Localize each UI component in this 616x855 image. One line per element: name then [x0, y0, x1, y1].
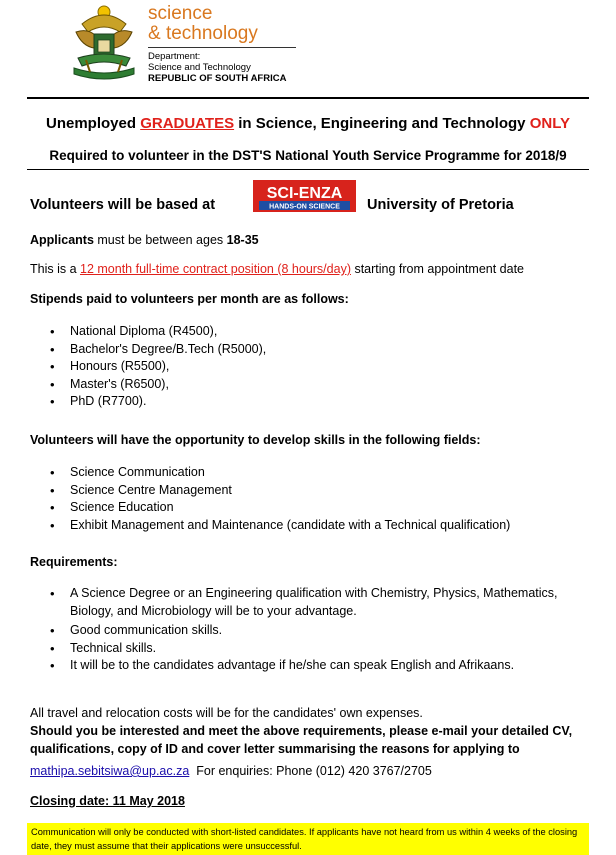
department-title-line1: science — [148, 3, 213, 24]
contract-highlight: 12 month full-time contract position (8 hours/day) — [80, 262, 351, 276]
skills-heading: Volunteers will have the opportunity to develop skills in the following fields: — [30, 433, 481, 447]
stipend-item: • Honours (R5500), — [48, 358, 266, 376]
department-divider — [148, 47, 296, 48]
closing-date: Closing date: 11 May 2018 — [30, 794, 185, 808]
based-at-label: Volunteers will be based at — [30, 197, 216, 213]
stipend-item: • Master's (R6500), — [48, 376, 266, 394]
requirements-list — [48, 585, 570, 675]
headline1-only: ONLY — [529, 115, 570, 132]
stipends-heading: Stipends paid to volunteers per month are as follows: — [30, 292, 349, 306]
email-link[interactable]: mathipa.sebitsiwa@up.ac.za — [30, 764, 190, 778]
shortlist-notice: Communication will only be conducted with short-listed candidates. If applicants have not heard from us within 4 weeks of the closing date, they must assume that their applications were unsuccessful. — [27, 823, 589, 855]
department-label: Department: — [148, 51, 201, 62]
header-divider — [27, 97, 589, 99]
coat-of-arms-icon — [68, 2, 140, 86]
logo-text: SCI-ENZA — [266, 185, 343, 202]
contact-line — [30, 762, 590, 780]
requirements-heading: Requirements: — [30, 555, 118, 569]
stipends-list — [48, 323, 266, 411]
headline-divider — [27, 169, 589, 170]
department-name: Science and Technology — [148, 62, 251, 73]
stipend-item: • Bachelor's Degree/B.Tech (R5000), — [48, 341, 266, 359]
department-header — [68, 2, 328, 88]
headline1-graduates: GRADUATES — [140, 115, 235, 132]
stipend-item: • National Diploma (R4500), — [48, 323, 266, 341]
department-name-block — [148, 4, 296, 84]
skill-item: • Science Centre Management — [48, 482, 510, 500]
logo-subtext: HANDS-ON SCIENCE — [269, 203, 340, 211]
university-name: University of Pretoria — [367, 197, 514, 213]
applicants-age-line — [30, 233, 259, 247]
headline1-part2: in Science, Engineering and Technology — [234, 115, 530, 132]
headline-programme: Required to volunteer in the DST'S National Youth Service Programme for 2018/9 — [49, 148, 567, 163]
enquiries-text: For enquiries: Phone (012) 420 3767/2705 — [196, 764, 432, 778]
country-name: REPUBLIC OF SOUTH AFRICA — [148, 73, 287, 84]
contract-pre: This is a — [30, 262, 81, 276]
department-title-line2: & technology — [148, 23, 258, 44]
skill-item: • Science Education — [48, 499, 510, 517]
sci-enza-logo — [253, 180, 356, 212]
requirement-item: • A Science Degree or an Engineering qualification with Chemistry, Physics, Mathematics, Biology, and Microbiology will be to your advantage. — [48, 585, 570, 622]
requirement-item: • It will be to the candidates advantage if he/she can speak English and Afrikaans. — [48, 657, 570, 675]
contract-line — [30, 262, 524, 276]
applicants-label: Applicants — [30, 233, 94, 247]
application-instructions: Should you be interested and meet the above requirements, please e-mail your detailed CV, qualifications, copy of ID and cover letter summarising the reasons for applying to — [30, 724, 573, 756]
headline-graduates — [0, 115, 616, 132]
requirement-item: • Technical skills. — [48, 640, 570, 658]
age-range: 18-35 — [226, 233, 259, 247]
headline1-part1: Unemployed — [46, 115, 141, 132]
requirement-item: • Good communication skills. — [48, 622, 570, 640]
skill-item: • Science Communication — [48, 464, 510, 482]
skills-list — [48, 464, 510, 534]
skill-item: • Exhibit Management and Maintenance (candidate with a Technical qualification) — [48, 517, 510, 535]
applicants-text: must be between ages — [93, 233, 227, 247]
contract-post: starting from appointment date — [350, 262, 524, 276]
travel-costs-text: All travel and relocation costs will be for the candidates' own expenses. — [30, 706, 423, 720]
stipend-item: • PhD (R7700). — [48, 393, 266, 411]
